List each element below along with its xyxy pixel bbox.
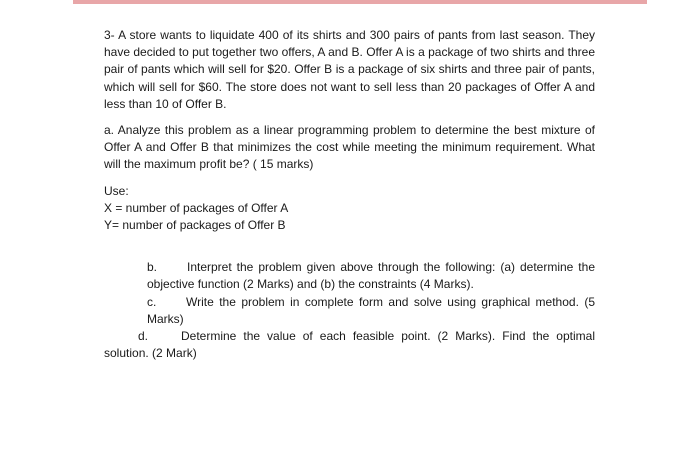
part-d [104,328,595,362]
question-intro: 3- A store wants to liquidate 400 of its shirts and 300 pairs of pants from last season. They have decided to put together two offers, A and B. Offer A is a package of two shirts and three pair of pants which will sell for $20. Offer B is a package of six shirts and three pair of pants, which will sell for $60. The store does not want to sell less than 20 packages of Offer A and less than 10 of Offer B. [104,28,595,111]
top-accent-bar [73,0,647,4]
part-b-text: Interpret the problem given above through the following: (a) determine the objective function (2 Marks) and (b) the constraints (4 Marks). [147,260,595,292]
variable-x-definition: X = number of packages of Offer A [104,200,289,215]
part-c-text: Write the problem in complete form and solve using graphical method. (5 Marks) [147,294,595,326]
part-c [104,294,595,328]
part-a-text: a. Analyze this problem as a linear programming problem to determine the best mixture of Offer A and Offer B that minimizes the cost while meeting the minimum requirement. What will the maximum profit be? ( 15 marks) [104,123,595,172]
use-label: Use: [104,183,129,198]
variable-definitions [104,200,595,234]
part-c-marker: c. [147,294,157,309]
part-d-text: Determine the value of each feasible point. (2 Marks). Find the optimal solution. (2 Mark) [104,329,595,361]
question-document [104,27,595,362]
part-b-marker: b. [147,260,158,275]
part-d-marker: d. [138,329,149,344]
part-b [104,259,595,293]
variable-y-definition: Y= number of packages of Offer B [104,218,286,233]
